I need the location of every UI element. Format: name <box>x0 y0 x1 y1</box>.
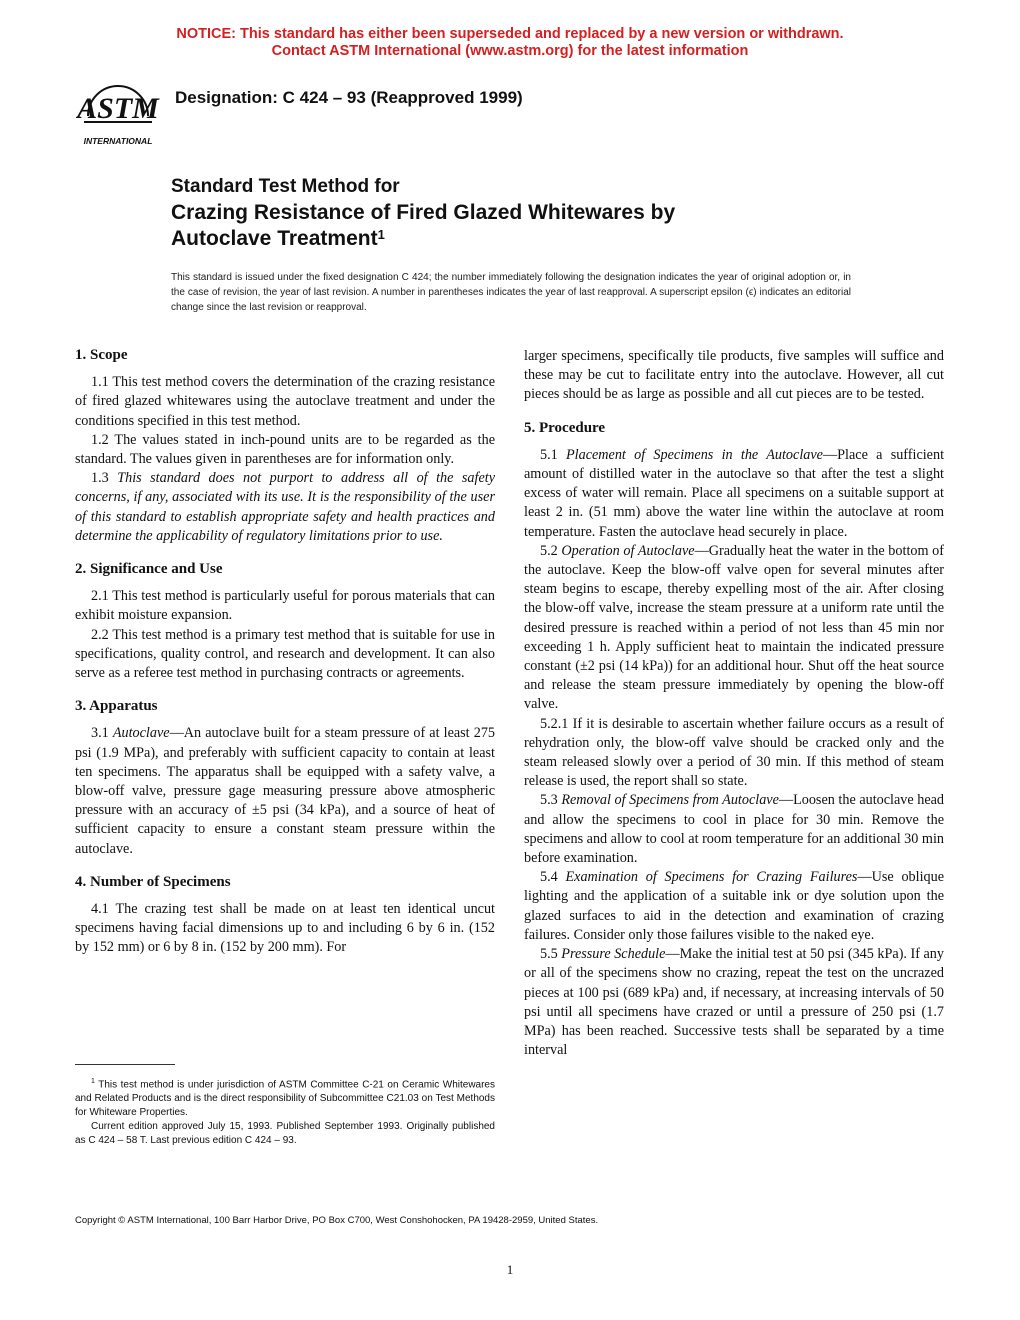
paragraph-number: 5.3 <box>540 792 558 809</box>
paragraph-number: 3.1 <box>91 725 109 742</box>
paragraph-number: 5.2 <box>540 542 558 559</box>
title-footnote-mark: 1 <box>377 227 385 242</box>
left-column <box>75 346 495 958</box>
footnote-2: Current edition approved July 15, 1993. Published September 1993. Originally published as C 424 – 58 T. Last previous edition C 424 – 93. <box>75 1121 495 1147</box>
paragraph-5-2-1: 5.2.1 If it is desirable to ascertain whether failure occurs as a result of rehydration only, the blow-off valve should be cracked only and the steam released slowly over a period of 30 min. If this method of steam release is used, the report shall so state. <box>524 715 944 790</box>
logo-mark: ASTM <box>77 92 159 125</box>
document-title <box>171 174 675 252</box>
paragraph-1-2: 1.2 The values stated in inch-pound units are to be regarded as the standard. The values given in parentheses are for information only. <box>75 431 495 468</box>
paragraph-text: —Loosen the autoclave head and allow the specimens to cool in place for 30 min. Remove the specimens and allow to cool at room temperature for an additional 30 min before examination. <box>524 792 945 867</box>
paragraph-text: —Make the initial test at 50 psi (345 kPa). If any or all of the specimens show no crazing, repeat the test on the uncrazed pieces at 100 psi (689 kPa) and, if necessary, at increasing intervals of 50 psi until all specimens have crazed or until a pressure of 250 psi (1.7 MPa) has been reached. Successive tests shall be separated by a time interval <box>524 946 944 1059</box>
paragraph-5-2 <box>524 542 944 715</box>
logo-subtext: INTERNATIONAL <box>83 136 153 146</box>
issue-note: This standard is issued under the fixed designation C 424; the number immediately following the designation indicates the year of original adoption or, in the case of revision, the year of last revision. A number in parentheses indicates the year of last reapproval. A superscript epsilon (ϵ) indicates an editorial change since the last revision or reapproval. <box>171 272 851 313</box>
section-heading-significance: 2. Significance and Use <box>75 561 223 578</box>
paragraph-3-1 <box>75 724 495 858</box>
paragraph-number: 5.4 <box>540 869 558 886</box>
paragraph-2-2: 2.2 This test method is a primary test method that is suitable for use in specifications, quality control, and research and development. It can also serve as a referee test method in purchasing contracts or agreements. <box>75 626 495 682</box>
paragraph-term: Placement of Specimens in the Autoclave <box>566 446 823 463</box>
paragraph-1-1: 1.1 This test method covers the determination of the crazing resistance of fired glazed whitewares using the autoclave treatment and under the conditions specified in this test method. <box>75 374 495 429</box>
paragraph-term: Autoclave <box>112 725 170 742</box>
astm-logo-icon <box>76 72 160 152</box>
paragraph-text: —Gradually heat the water in the bottom of the autoclave. Keep the blow-off valve open for several minutes after steam begins to escape, thereby expelling most of the air. After closing the blow-off valve, increase the steam pressure at a uniform rate until the desired pressure is reached within a period of not less than 45 min nor exceeding 1 h. Apply sufficient heat to maintain the indicated pressure constant (±2 psi (14 kPa)) for an additional hour. Shut off the heat source and release the steam pressure immediately by opening the blow-off valve. <box>524 542 944 713</box>
paragraph-2-1: 2.1 This test method is particularly useful for porous materials that can exhibit moisture expansion. <box>75 588 495 624</box>
paragraph-text: —An autoclave built for a steam pressure of at least 275 psi (1.9 MPa), and preferably with sufficient capacity to contain at least ten specimens. The apparatus shall be equipped with a safety valve, a blow-off valve, pressure gage measuring pressure above atmospheric pressure with an accuracy of ±5 psi (34 kPa), and a source of heat of sufficient capacity to ensure a constant steam pressure within the autoclave. <box>75 725 496 857</box>
paragraph-term: Removal of Specimens from Autoclave <box>561 792 779 809</box>
title-line-1: Standard Test Method for <box>171 176 400 197</box>
footnote-divider <box>75 1064 175 1065</box>
paragraph-number: 5.5 <box>540 946 558 963</box>
section-heading-procedure: 5. Procedure <box>524 419 606 436</box>
right-column <box>524 347 944 1060</box>
title-line-3 <box>171 226 675 252</box>
paragraph-1-3 <box>75 469 495 546</box>
paragraph-5-3 <box>524 791 944 868</box>
section-heading-specimens: 4. Number of Specimens <box>75 873 231 890</box>
footnote-1-text: This test method is under jurisdiction of ASTM Committee C-21 on Ceramic Whitewares and Related Products and is the direct responsibility of Subcommittee C21.03 on Test Methods for Whiteware Properties. <box>75 1079 495 1119</box>
page-number: 1 <box>506 1262 514 1277</box>
paragraph-5-1 <box>524 446 944 542</box>
paragraph-4-1-continued: larger specimens, specifically tile products, five samples will suffice and these may be cut to facilitate entry into the autoclave. However, all cut pieces should be as large as possible and all cut pieces are to be tested. <box>524 348 944 403</box>
paragraph-5-4 <box>524 868 944 945</box>
footnote-1 <box>75 1075 495 1120</box>
title-line-3-text: Autoclave Treatment <box>171 227 378 250</box>
withdrawal-notice <box>0 26 1020 60</box>
paragraph-number: 1.3 <box>91 470 109 487</box>
designation: Designation: C 424 – 93 (Reapproved 1999) <box>175 88 523 107</box>
astm-logo <box>76 72 160 152</box>
paragraph-term: Pressure Schedule <box>561 946 666 963</box>
paragraph-5-5 <box>524 945 944 1060</box>
section-heading-scope: 1. Scope <box>75 347 128 363</box>
notice-line-1: NOTICE: This standard has either been superseded and replaced by a new version or withdrawn. <box>176 26 844 42</box>
title-line-2: Crazing Resistance of Fired Glazed Whitewares by <box>171 201 676 224</box>
section-heading-apparatus: 3. Apparatus <box>75 698 158 715</box>
paragraph-number: 5.1 <box>540 446 558 463</box>
paragraph-4-1: 4.1 The crazing test shall be made on at least ten identical uncut specimens having facial dimensions up to and including 6 by 6 in. (152 by 152 mm) or 6 by 8 in. (152 by 200 mm). For <box>75 901 495 956</box>
paragraph-term: Operation of Autoclave <box>561 542 695 559</box>
footnote-mark: 1 <box>91 1078 95 1085</box>
paragraph-text: —Use oblique lighting and the application of a suitable ink or dye solution upon the glazed surfaces to aid in the detection and examination of crazing failures. Consider only those failures visible to the naked eye. <box>524 869 945 943</box>
copyright-line: Copyright © ASTM International, 100 Barr Harbor Drive, PO Box C700, West Conshohocken, PA 19428-2959, United States. <box>75 1215 599 1226</box>
paragraph-1-3-italic: This standard does not purport to address all of the safety concerns, if any, associated with its use. It is the responsibility of the user of this standard to establish appropriate safety and health practices and determine the applicability of regulatory limitations prior to use. <box>75 470 495 544</box>
paragraph-text: —Place a sufficient amount of distilled water in the autoclave so that after the test a slight excess of water will remain. Place all specimens on a suitable support at least 2 in. (51 mm) above the water line within the autoclave at room temperature. Fasten the autoclave head securely in place. <box>524 446 945 540</box>
footnotes <box>75 1075 495 1148</box>
paragraph-term: Examination of Specimens for Crazing Failures <box>565 869 858 886</box>
notice-line-2: Contact ASTM International (www.astm.org) for the latest information <box>271 43 749 59</box>
